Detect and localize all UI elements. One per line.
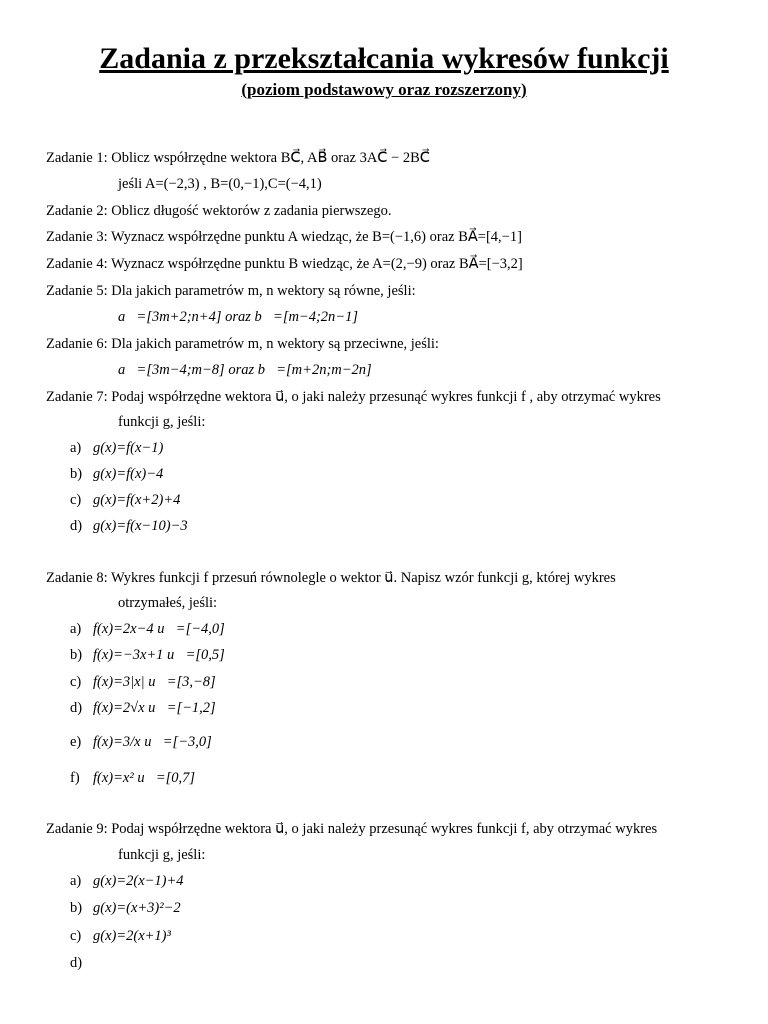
- task-4: Zadanie 4: Wyznacz współrzędne punktu B wiedząc, że A=(2,−9) oraz BA⃗=[−3,2]: [46, 256, 523, 272]
- task-8-item-formula: f(x)=2x−4 u⃗=[−4,0]: [93, 621, 225, 637]
- task-8-item-label: d): [70, 700, 83, 716]
- task-6-line-1: Zadanie 6: Dla jakich parametrów m, n wektory są przeciwne, jeśli:: [46, 336, 439, 352]
- task-7-item-formula: g(x)=f(x)−4: [93, 466, 164, 482]
- page-subtitle: (poziom podstawowy oraz rozszerzony): [241, 80, 527, 99]
- task-8-item-formula: f(x)=2√x u⃗=[−1,2]: [93, 700, 216, 716]
- task-7-item-label: a): [70, 440, 82, 456]
- task-8-line-2: otrzymałeś, jeśli:: [118, 595, 218, 611]
- task-9-item-label: c): [70, 928, 82, 944]
- task-8-item-formula: f(x)=3/x u⃗=[−3,0]: [93, 734, 212, 750]
- task-8-item-label: b): [70, 647, 83, 663]
- task-7-item-label: d): [70, 518, 83, 534]
- task-8-item-label: a): [70, 621, 82, 637]
- task-7-item-label: c): [70, 492, 82, 508]
- task-9-item-formula: g(x)=2(x−1)+4: [93, 873, 184, 889]
- task-3: Zadanie 3: Wyznacz współrzędne punktu A wiedząc, że B=(−1,6) oraz BA⃗=[4,−1]: [46, 229, 522, 245]
- task-1-line-1: Zadanie 1: Oblicz współrzędne wektora BC⃗, AB⃗ oraz 3AC⃗ − 2BC⃗: [46, 150, 430, 166]
- task-9-item-label: b): [70, 900, 83, 916]
- task-8-line-1: Zadanie 8: Wykres funkcji f przesuń równolegle o wektor u⃗. Napisz wzór funkcji g, której wykres: [46, 570, 616, 586]
- task-7-item-label: b): [70, 466, 83, 482]
- task-9-item-label: a): [70, 873, 82, 889]
- task-9-line-2: funkcji g, jeśli:: [118, 847, 206, 863]
- task-1-line-2: jeśli A=(−2,3) , B=(0,−1),C=(−4,1): [118, 176, 322, 192]
- task-7-line-2: funkcji g, jeśli:: [118, 414, 206, 430]
- task-7-item-formula: g(x)=f(x−10)−3: [93, 518, 188, 534]
- task-5-line-1: Zadanie 5: Dla jakich parametrów m, n wektory są równe, jeśli:: [46, 283, 416, 299]
- task-7-item-formula: g(x)=f(x+2)+4: [93, 492, 181, 508]
- task-2: Zadanie 2: Oblicz długość wektorów z zadania pierwszego.: [46, 203, 392, 219]
- task-8-item-formula: f(x)=x² u⃗=[0,7]: [93, 770, 196, 786]
- task-8-item-label: e): [70, 734, 82, 750]
- task-8-item-label: f): [70, 770, 80, 786]
- task-7-line-1: Zadanie 7: Podaj współrzędne wektora u⃗, o jaki należy przesunąć wykres funkcji f , aby otrzymać wykres: [46, 389, 661, 405]
- task-5-line-2: a⃗=[3m+2;n+4] oraz b⃗=[m−4;2n−1]: [118, 309, 358, 325]
- task-9-line-1: Zadanie 9: Podaj współrzędne wektora u⃗, o jaki należy przesunąć wykres funkcji f, aby otrzymać wykres: [46, 821, 658, 837]
- task-9-item-label: d): [70, 955, 83, 971]
- task-8-item-formula: f(x)=−3x+1 u⃗=[0,5]: [93, 647, 225, 663]
- task-6-line-2: a⃗=[3m−4;m−8] oraz b⃗=[m+2n;m−2n]: [118, 362, 372, 378]
- task-8-item-label: c): [70, 674, 82, 690]
- page-title: Zadania z przekształcania wykresów funkcji: [99, 42, 669, 75]
- task-8-item-formula: f(x)=3|x| u⃗=[3,−8]: [93, 674, 216, 690]
- task-9-item-formula: g(x)=(x+3)²−2: [93, 900, 181, 916]
- task-7-item-formula: g(x)=f(x−1): [93, 440, 164, 456]
- task-9-item-formula: g(x)=2(x+1)³: [93, 928, 171, 944]
